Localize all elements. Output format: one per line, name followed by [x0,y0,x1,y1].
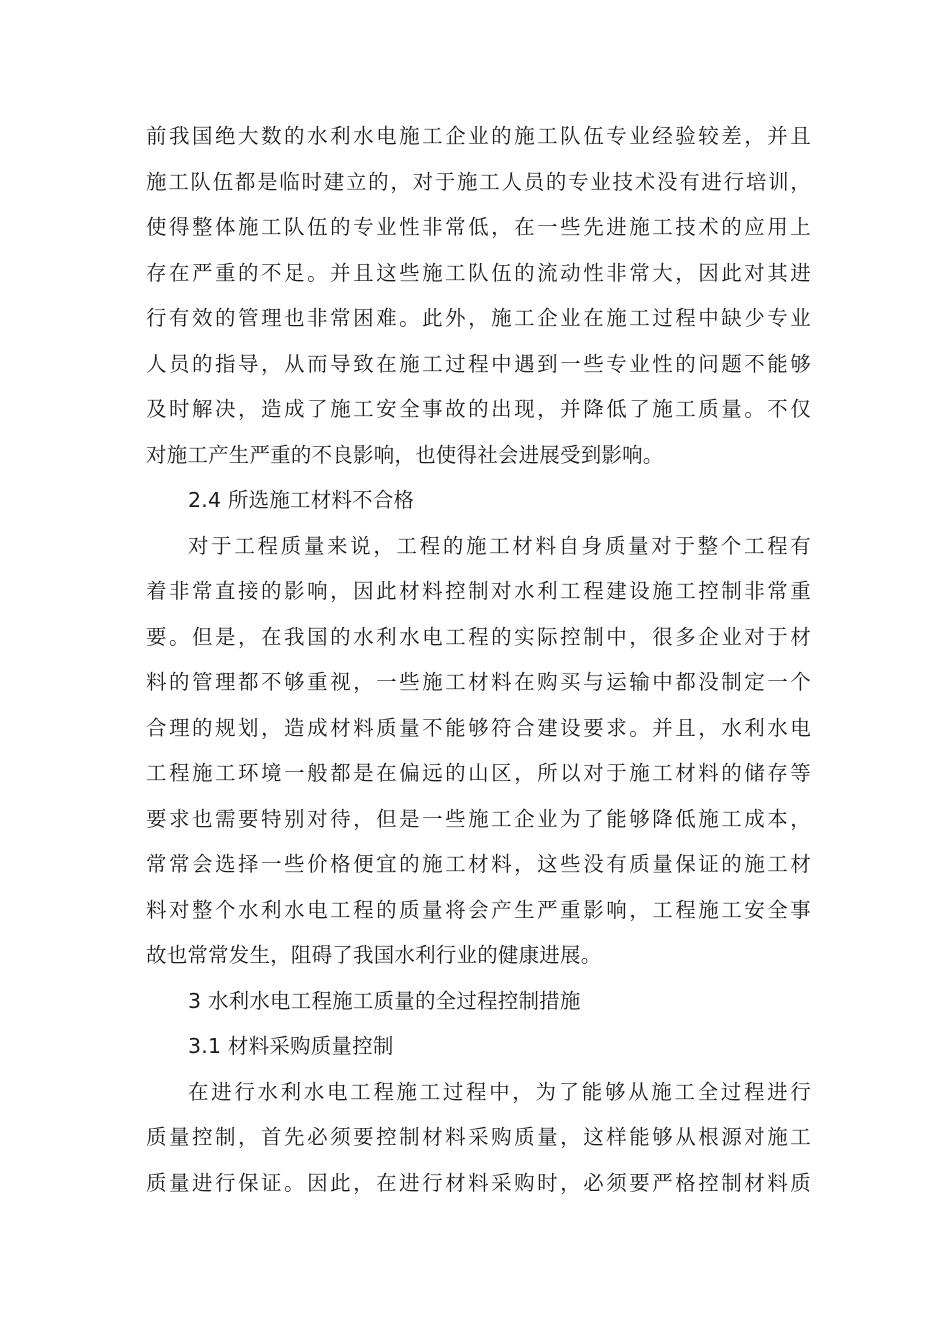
text-line: 要求也需要特别对待，但是一些施工企业为了能够降低施工成本， [146,806,811,831]
document-body [146,114,811,1206]
text-line: 要。但是，在我国的水利水电工程的实际控制中，很多企业对于材 [146,624,811,649]
text-line: 行有效的管理也非常困难。此外，施工企业在施工过程中缺少专业 [146,306,811,330]
text-line: 使得整体施工队伍的专业性非常低，在一些先进施工技术的应用上 [146,215,811,239]
text-line: 对于工程质量来说，工程的施工材料自身质量对于整个工程有 [188,533,811,558]
text-line: 质量控制，首先必须要控制材料采购质量，这样能够从根源对施工 [146,1125,811,1149]
text-line: 存在严重的不足。并且这些施工队伍的流动性非常大，因此对其进 [146,260,811,285]
text-line: 工程施工环境一般都是在偏远的山区，所以对于施工材料的储存等 [146,761,811,785]
text-line: 在进行水利水电工程施工过程中，为了能够从施工全过程进行 [188,1079,811,1104]
text-line: 合理的规划，造成材料质量不能够符合建设要求。并且，水利水电 [146,715,811,740]
section-heading: 3 水利水电工程施工质量的全过程控制措施 [188,988,581,1013]
section-heading: 2.4 所选施工材料不合格 [188,488,415,512]
text-line: 料的管理都不够重视，一些施工材料在购买与运输中都没制定一个 [146,670,811,694]
text-line: 施工队伍都是临时建立的，对于施工人员的专业技术没有进行培训， [146,169,811,194]
text-line: 故也常常发生，阻碍了我国水利行业的健康进展。 [146,943,602,967]
text-line: 前我国绝大数的水利水电施工企业的施工队伍专业经验较差，并且 [146,124,811,148]
body-paragraph [146,114,811,478]
body-paragraph [146,524,811,979]
text-line: 人员的指导，从而导致在施工过程中遇到一些专业性的问题不能够 [146,351,811,376]
text-line: 着非常直接的影响，因此材料控制对水利工程建设施工控制非常重 [146,579,811,603]
text-line: 质量进行保证。因此，在进行材料采购时，必须要严格控制材料质 [146,1170,811,1195]
text-line: 料对整个水利水电工程的质量将会产生严重影响，工程施工安全事 [146,897,811,922]
text-line: 常常会选择一些价格便宜的施工材料，这些没有质量保证的施工材 [146,852,811,876]
section-heading: 3.1 材料采购质量控制 [188,1034,394,1058]
body-paragraph [146,1070,811,1207]
text-line: 及时解决，造成了施工安全事故的出现，并降低了施工质量。不仅 [146,397,811,421]
text-line: 对施工产生严重的不良影响，也使得社会进展受到影响。 [146,442,664,467]
